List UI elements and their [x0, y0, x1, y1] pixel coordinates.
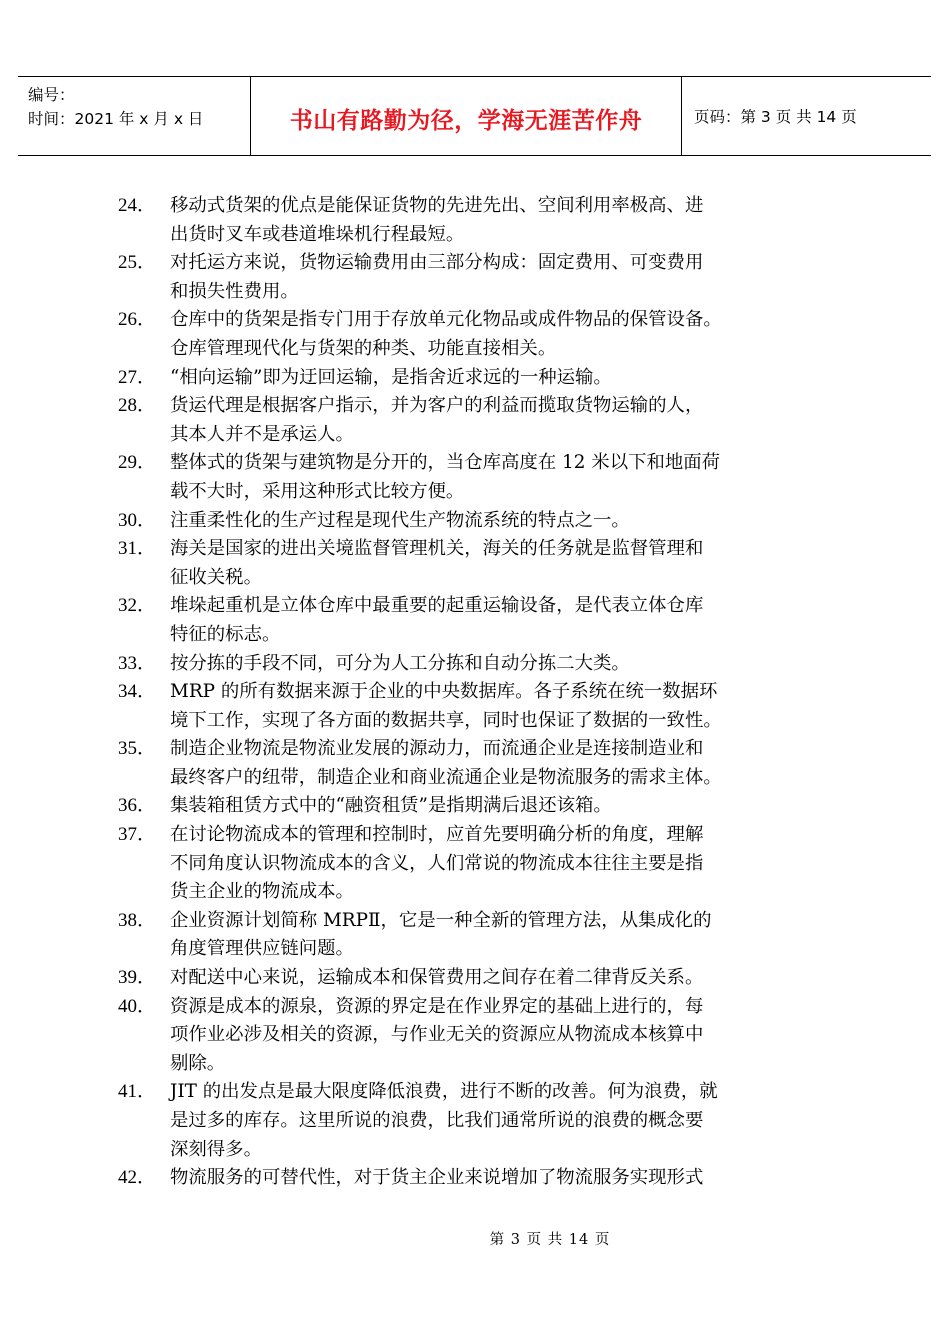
item-text-line: JIT 的出发点是最大限度降低浪费，进行不断的改善。何为浪费，就	[170, 1081, 718, 1103]
list-item	[118, 735, 848, 792]
item-text-line: 最终客户的纽带，制造企业和商业流通企业是物流服务的需求主体。	[170, 766, 722, 788]
motto: 书山有路勤为径，学海无涯苦作舟	[289, 107, 643, 134]
item-text-line: 征收关税。	[170, 566, 262, 588]
item-text	[170, 821, 848, 907]
item-text	[170, 678, 848, 735]
item-number: 31．	[118, 538, 157, 560]
item-text	[170, 306, 848, 363]
item-text-line: 和损失性费用。	[170, 280, 299, 302]
header-motto-cell	[251, 77, 682, 155]
item-text-line: 集装箱租赁方式中的“融资租赁”是指期满后退还该箱。	[170, 795, 612, 817]
item-text-line: 境下工作，实现了各方面的数据共享，同时也保证了数据的一致性。	[170, 709, 722, 731]
list-item	[118, 592, 848, 649]
list-item	[118, 792, 848, 821]
item-number: 37．	[118, 824, 157, 846]
item-number: 40．	[118, 995, 157, 1017]
item-text-line: 堆垛起重机是立体仓库中最重要的起重运输设备，是代表立体仓库	[170, 595, 704, 617]
list-item	[118, 1164, 848, 1193]
item-text-line: 移动式货架的优点是能保证货物的先进先出、空间利用率极高、进	[170, 195, 704, 216]
item-text	[170, 192, 848, 249]
list-item	[118, 678, 848, 735]
item-text-line: 资源是成本的源泉，资源的界定是在作业界定的基础上进行的，每	[170, 995, 704, 1017]
list-item	[118, 964, 848, 993]
page-footer: 第 3 页 共 14 页	[489, 1232, 611, 1248]
item-text-line: 深刻得多。	[170, 1138, 262, 1160]
item-text-line: 对托运方来说，货物运输费用由三部分构成：固定费用、可变费用	[170, 252, 704, 274]
list-item	[118, 306, 848, 363]
item-text-line: 按分拣的手段不同，可分为人工分拣和自动分拣二大类。	[170, 652, 630, 674]
document-header	[18, 76, 931, 156]
item-text-line: “相向运输”即为迂回运输，是指舍近求远的一种运输。	[170, 366, 612, 388]
page-info: 页码：第 3 页 共 14 页	[694, 108, 857, 126]
item-text-line: 海关是国家的进出关境监督管理机关，海关的任务就是监督管理和	[170, 538, 704, 560]
item-number: 32．	[118, 595, 157, 617]
item-text	[170, 535, 848, 592]
item-text	[170, 592, 848, 649]
item-number: 34．	[118, 681, 157, 703]
item-number: 33．	[118, 652, 157, 674]
time-label: 时间：2021 年 x 月 x 日	[28, 110, 204, 128]
list-item	[118, 1078, 848, 1164]
list-item	[118, 535, 848, 592]
item-number: 28．	[118, 395, 157, 417]
list-item	[118, 993, 848, 1079]
item-text-line: 项作业必涉及相关的资源，与作业无关的资源应从物流成本核算中	[170, 1024, 704, 1046]
item-number: 42．	[118, 1167, 157, 1189]
item-text	[170, 735, 848, 792]
question-list	[118, 192, 848, 1193]
item-number: 30．	[118, 509, 157, 531]
item-text-line: 在讨论物流成本的管理和控制时，应首先要明确分析的角度，理解	[170, 824, 704, 846]
item-text-line: 对配送中心来说，运输成本和保管费用之间存在着二律背反关系。	[170, 967, 704, 989]
header-page-cell	[682, 77, 931, 155]
item-number: 36．	[118, 795, 157, 817]
list-item	[118, 364, 848, 393]
header-meta	[18, 77, 251, 155]
item-text-line: 特征的标志。	[170, 623, 281, 645]
item-number: 24．	[118, 195, 157, 216]
item-text-line: 其本人并不是承运人。	[170, 423, 354, 445]
item-text-line: 制造企业物流是物流业发展的源动力，而流通企业是连接制造业和	[170, 738, 704, 760]
item-text	[170, 1078, 848, 1164]
list-item	[118, 821, 848, 907]
item-text-line: 剔除。	[170, 1052, 226, 1074]
list-item	[118, 392, 848, 449]
item-text	[170, 907, 848, 964]
item-number: 41．	[118, 1081, 157, 1103]
item-number: 39．	[118, 967, 157, 989]
item-text	[170, 507, 848, 536]
item-text-line: 仓库管理现代化与货架的种类、功能直接相关。	[170, 337, 557, 359]
item-text-line: 货主企业的物流成本。	[170, 881, 354, 903]
item-text	[170, 364, 848, 393]
item-text	[170, 993, 848, 1079]
item-text-line: 出货时叉车或巷道堆垛机行程最短。	[170, 223, 465, 245]
item-number: 27．	[118, 366, 157, 388]
item-text-line: 不同角度认识物流成本的含义，人们常说的物流成本往往主要是指	[170, 852, 704, 874]
item-text	[170, 650, 848, 679]
item-number: 38．	[118, 909, 157, 931]
list-item	[118, 507, 848, 536]
list-item	[118, 650, 848, 679]
list-item	[118, 907, 848, 964]
item-text-line: 注重柔性化的生产过程是现代生产物流系统的特点之一。	[170, 509, 630, 531]
item-text	[170, 1164, 848, 1193]
item-text-line: 货运代理是根据客户指示，并为客户的利益而揽取货物运输的人，	[170, 395, 704, 417]
item-number: 35．	[118, 738, 157, 760]
item-text	[170, 249, 848, 306]
item-text-line: 角度管理供应链问题。	[170, 938, 354, 960]
item-text	[170, 449, 848, 506]
item-text-line: 企业资源计划简称 MRPⅡ，它是一种全新的管理方法，从集成化的	[170, 909, 712, 931]
item-number: 25．	[118, 252, 157, 274]
item-text-line: 整体式的货架与建筑物是分开的，当仓库高度在 12 米以下和地面荷	[170, 452, 721, 474]
item-number: 26．	[118, 309, 157, 331]
list-item	[118, 449, 848, 506]
item-text	[170, 792, 848, 821]
list-item	[118, 249, 848, 306]
list-item	[118, 192, 848, 249]
item-text-line: MRP 的所有数据来源于企业的中央数据库。各子系统在统一数据环	[170, 681, 718, 703]
item-text	[170, 392, 848, 449]
serial-label: 编号：	[28, 86, 75, 104]
item-text-line: 物流服务的可替代性，对于货主企业来说增加了物流服务实现形式	[170, 1167, 704, 1189]
item-text-line: 载不大时，采用这种形式比较方便。	[170, 480, 465, 502]
item-text	[170, 964, 848, 993]
item-number: 29．	[118, 452, 157, 474]
item-text-line: 是过多的库存。这里所说的浪费，比我们通常所说的浪费的概念要	[170, 1110, 704, 1131]
item-text-line: 仓库中的货架是指专门用于存放单元化物品或成件物品的保管设备。	[170, 309, 722, 331]
